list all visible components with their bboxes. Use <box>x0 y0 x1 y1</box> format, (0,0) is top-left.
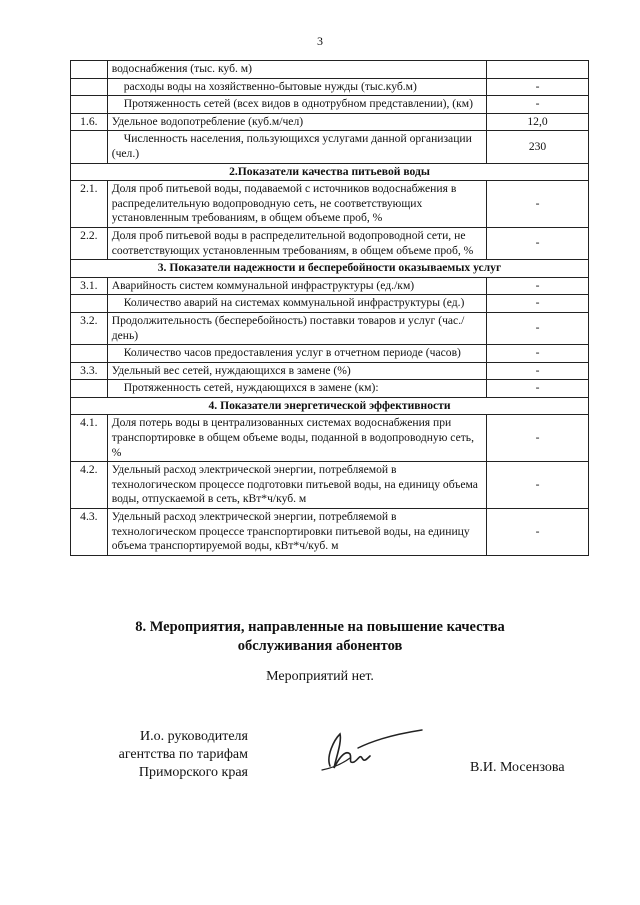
section-title: 3. Показатели надежности и бесперебойности оказываемых услуг <box>71 260 589 278</box>
row-value: - <box>487 345 589 363</box>
row-description: Протяженность сетей (всех видов в однотрубном представлении), (км) <box>107 96 486 114</box>
row-number: 4.2. <box>71 462 108 509</box>
row-number: 4.3. <box>71 509 108 556</box>
row-value: - <box>487 181 589 228</box>
row-number <box>71 96 108 114</box>
section-8-heading-line2: обслуживания абонентов <box>237 638 403 654</box>
row-value: - <box>487 227 589 259</box>
row-number: 3.2. <box>71 312 108 344</box>
row-number <box>71 380 108 398</box>
row-value: - <box>487 96 589 114</box>
row-description: Протяженность сетей, нуждающихся в замене (км): <box>107 380 486 398</box>
row-description: Численность населения, пользующихся услугами данной организации (чел.) <box>107 131 486 163</box>
row-value <box>487 61 589 79</box>
section-title: 2.Показатели качества питьевой воды <box>71 163 589 181</box>
table-row <box>71 78 589 96</box>
handwritten-signature-icon <box>312 718 432 778</box>
table-row <box>71 415 589 462</box>
row-number <box>71 345 108 363</box>
section-8-heading-line1: 8. Мероприятия, направленные на повышение качества <box>135 619 505 635</box>
signatory-title <box>58 728 248 782</box>
table-row <box>71 277 589 295</box>
section-8-heading <box>0 618 640 656</box>
row-number: 3.3. <box>71 362 108 380</box>
signatory-title-line2: агентства по тарифам <box>118 747 248 762</box>
table-row <box>71 509 589 556</box>
row-value: - <box>487 78 589 96</box>
row-value: 230 <box>487 131 589 163</box>
table-row <box>71 462 589 509</box>
table-row <box>71 96 589 114</box>
table-row <box>71 61 589 79</box>
table-row <box>71 131 589 163</box>
table-row <box>71 380 589 398</box>
signatory-name: В.И. Мосензова <box>470 760 565 775</box>
row-number <box>71 78 108 96</box>
row-description: Продолжительность (бесперебойность) поставки товаров и услуг (час./день) <box>107 312 486 344</box>
row-description: Количество аварий на системах коммунальной инфраструктуры (ед.) <box>107 295 486 313</box>
table-row <box>71 312 589 344</box>
row-number: 3.1. <box>71 277 108 295</box>
row-description: Доля проб питьевой воды, подаваемой с источников водоснабжения в распределительную водопроводную сеть, не соответствующих установленным требованиям, в общем объеме проб, % <box>107 181 486 228</box>
row-value: - <box>487 277 589 295</box>
section-header-row <box>71 397 589 415</box>
table-row <box>71 113 589 131</box>
row-value: - <box>487 415 589 462</box>
row-description: Удельный вес сетей, нуждающихся в замене (%) <box>107 362 486 380</box>
signatory-title-line1: И.о. руководителя <box>139 729 248 744</box>
table-row <box>71 362 589 380</box>
indicators-table <box>70 60 589 556</box>
row-value: - <box>487 380 589 398</box>
row-description: Аварийность систем коммунальной инфраструктуры (ед./км) <box>107 277 486 295</box>
row-value: - <box>487 312 589 344</box>
table-row <box>71 227 589 259</box>
row-description: Доля потерь воды в централизованных системах водоснабжения при транспортировке в общем объеме воды, поданной в водопроводную сеть, % <box>107 415 486 462</box>
row-value: - <box>487 462 589 509</box>
row-description: Удельное водопотребление (куб.м/чел) <box>107 113 486 131</box>
section-8-body: Мероприятий нет. <box>266 669 374 684</box>
row-value: 12,0 <box>487 113 589 131</box>
row-description: расходы воды на хозяйственно-бытовые нужды (тыс.куб.м) <box>107 78 486 96</box>
signatory-title-line3: Приморского края <box>138 765 248 780</box>
row-description: Удельный расход электрической энергии, потребляемой в технологическом процессе подготовки питьевой воды, на единицу объема воды, отпускаемой в сеть, кВт*ч/куб. м <box>107 462 486 509</box>
page-number: 3 <box>317 34 323 48</box>
table-row <box>71 181 589 228</box>
row-value: - <box>487 509 589 556</box>
row-description: Доля проб питьевой воды в распределительной водопроводной сети, не соответствующих установленным требованиям, в общем объеме проб, % <box>107 227 486 259</box>
row-number: 2.2. <box>71 227 108 259</box>
row-description: Удельный расход электрической энергии, потребляемой в технологическом процессе транспортировки питьевой воды, на единицу объема транспортируемой воды, кВт*ч/куб. м <box>107 509 486 556</box>
row-description: водоснабжения (тыс. куб. м) <box>107 61 486 79</box>
row-number: 2.1. <box>71 181 108 228</box>
row-number: 4.1. <box>71 415 108 462</box>
row-number <box>71 295 108 313</box>
row-number <box>71 61 108 79</box>
section-header-row <box>71 260 589 278</box>
section-header-row <box>71 163 589 181</box>
section-title: 4. Показатели энергетической эффективности <box>71 397 589 415</box>
row-value: - <box>487 362 589 380</box>
table-row <box>71 295 589 313</box>
row-number <box>71 131 108 163</box>
table-row <box>71 345 589 363</box>
row-number: 1.6. <box>71 113 108 131</box>
row-value: - <box>487 295 589 313</box>
row-description: Количество часов предоставления услуг в отчетном периоде (часов) <box>107 345 486 363</box>
